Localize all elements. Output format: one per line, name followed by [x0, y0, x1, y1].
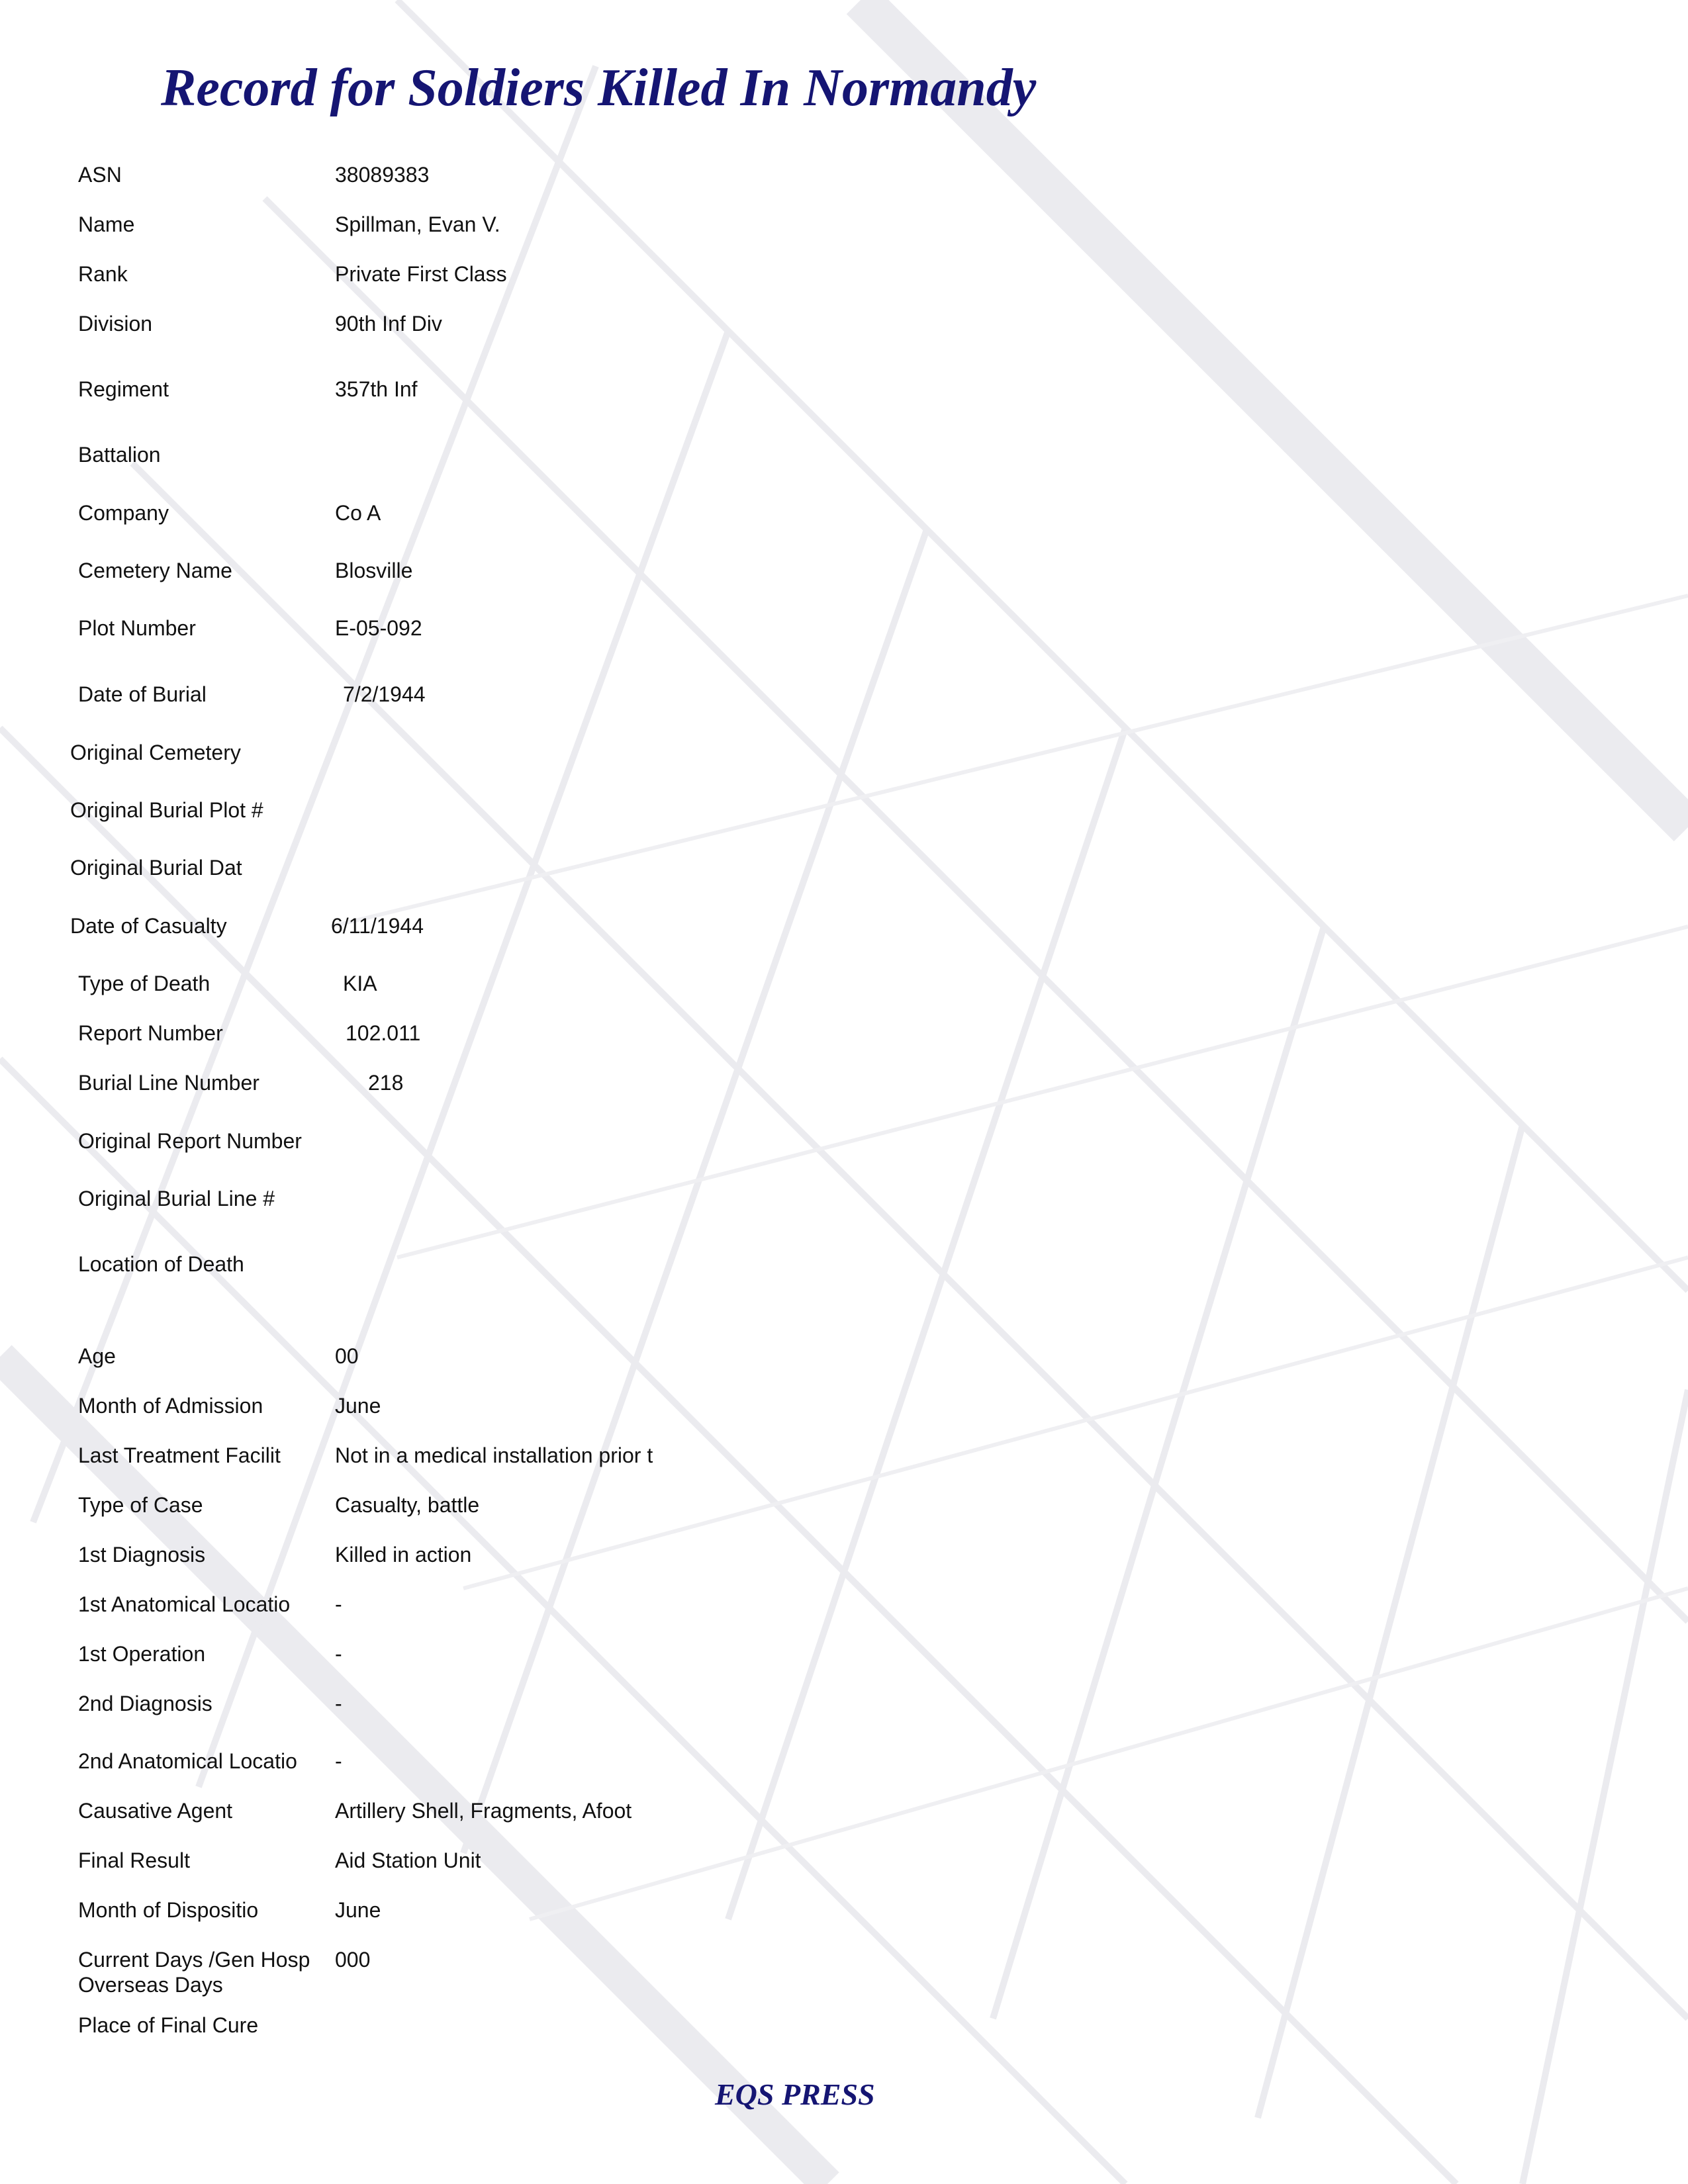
- field-row: [0, 615, 927, 655]
- field-value: -: [335, 1592, 342, 1616]
- field-row: [0, 797, 927, 837]
- field-row: [0, 1798, 927, 1838]
- field-row: [0, 913, 927, 953]
- field-label: Date of Casualty: [70, 914, 227, 938]
- field-label: 2nd Diagnosis: [78, 1692, 212, 1715]
- field-label: ASN: [78, 163, 122, 187]
- field-label: Rank: [78, 262, 128, 286]
- field-row: [0, 1749, 927, 1788]
- field-label: Regiment: [78, 377, 169, 401]
- field-label: Original Burial Line #: [78, 1187, 275, 1210]
- field-value: Artillery Shell, Fragments, Afoot: [335, 1799, 632, 1823]
- field-label: Original Burial Plot #: [70, 798, 263, 822]
- field-row: [0, 311, 927, 351]
- field-label: 2nd Anatomical Locatio: [78, 1749, 297, 1773]
- field-row: [0, 500, 927, 540]
- field-value: June: [335, 1898, 381, 1922]
- field-label: Current Days /Gen Hosp: [78, 1948, 310, 1972]
- field-value: Aid Station Unit: [335, 1848, 481, 1872]
- field-label: Battalion: [78, 443, 161, 467]
- field-row: [0, 740, 927, 780]
- field-label: Original Report Number: [78, 1129, 302, 1153]
- field-row: [0, 377, 927, 416]
- field-value: Spillman, Evan V.: [335, 212, 500, 236]
- field-value: 7/2/1944: [343, 682, 426, 706]
- page-title: Record for Soldiers Killed In Normandy: [161, 59, 1037, 117]
- field-row: [0, 1251, 927, 1291]
- field-row: [0, 1443, 927, 1482]
- field-label: Age: [78, 1344, 116, 1368]
- field-label: Date of Burial: [78, 682, 207, 706]
- field-row: [0, 1592, 927, 1631]
- field-label: Location of Death: [78, 1252, 244, 1276]
- field-value: 102.011: [346, 1021, 421, 1045]
- field-value: Killed in action: [335, 1543, 472, 1567]
- field-value: 357th Inf: [335, 377, 418, 401]
- field-row: [0, 855, 927, 895]
- field-value: Blosville: [335, 559, 413, 582]
- field-row: [0, 1186, 927, 1226]
- field-label: Original Burial Dat: [70, 856, 242, 880]
- field-label: Division: [78, 312, 153, 336]
- field-row: [0, 1972, 927, 2012]
- field-row: [0, 1393, 927, 1433]
- field-value: Not in a medical installation prior t: [335, 1443, 653, 1467]
- field-value: -: [335, 1692, 342, 1715]
- field-row: [0, 682, 927, 721]
- field-value: -: [335, 1642, 342, 1666]
- field-row: [0, 162, 927, 202]
- field-label: Month of Dispositio: [78, 1898, 259, 1922]
- field-value: 6/11/1944: [331, 914, 424, 938]
- field-label: Original Cemetery: [70, 741, 241, 764]
- field-row: [0, 1641, 927, 1681]
- field-row: [0, 1128, 927, 1168]
- field-label: Cemetery Name: [78, 559, 232, 582]
- field-row: [0, 261, 927, 301]
- field-row: [0, 1848, 927, 1888]
- field-value: Casualty, battle: [335, 1493, 480, 1517]
- field-label: Plot Number: [78, 616, 196, 640]
- field-row: [0, 2013, 927, 2052]
- field-label: Report Number: [78, 1021, 223, 1045]
- field-value: Co A: [335, 501, 381, 525]
- field-label: Place of Final Cure: [78, 2013, 259, 2037]
- field-value: 00: [335, 1344, 359, 1368]
- field-row: [0, 1691, 927, 1731]
- field-label: 1st Diagnosis: [78, 1543, 206, 1567]
- field-label: Last Treatment Facilit: [78, 1443, 281, 1467]
- field-label: Type of Case: [78, 1493, 203, 1517]
- field-row: [0, 971, 927, 1011]
- field-row: [0, 1542, 927, 1582]
- field-label: Final Result: [78, 1848, 190, 1872]
- publisher-footer: EQS PRESS: [715, 2077, 875, 2111]
- field-row: [0, 442, 927, 482]
- field-label: Month of Admission: [78, 1394, 263, 1418]
- field-value: 218: [368, 1071, 404, 1095]
- field-label: 1st Operation: [78, 1642, 206, 1666]
- field-value: 38089383: [335, 163, 430, 187]
- field-label: Overseas Days: [78, 1973, 223, 1997]
- field-row: [0, 212, 927, 251]
- field-value: -: [335, 1749, 342, 1773]
- field-row: [0, 1897, 927, 1937]
- field-label: Type of Death: [78, 972, 211, 995]
- field-value: E-05-092: [335, 616, 422, 640]
- field-value: Private First Class: [335, 262, 507, 286]
- field-label: 1st Anatomical Locatio: [78, 1592, 291, 1616]
- field-value: KIA: [343, 972, 377, 995]
- field-label: Name: [78, 212, 135, 236]
- field-row: [0, 1492, 927, 1532]
- field-row: [0, 1070, 927, 1110]
- field-label: Burial Line Number: [78, 1071, 259, 1095]
- field-value: 90th Inf Div: [335, 312, 442, 336]
- field-row: [0, 1343, 927, 1383]
- field-row: [0, 558, 927, 598]
- field-label: Company: [78, 501, 169, 525]
- field-label: Causative Agent: [78, 1799, 233, 1823]
- field-value: June: [335, 1394, 381, 1418]
- field-row: [0, 1021, 927, 1060]
- field-value: 000: [335, 1948, 371, 1972]
